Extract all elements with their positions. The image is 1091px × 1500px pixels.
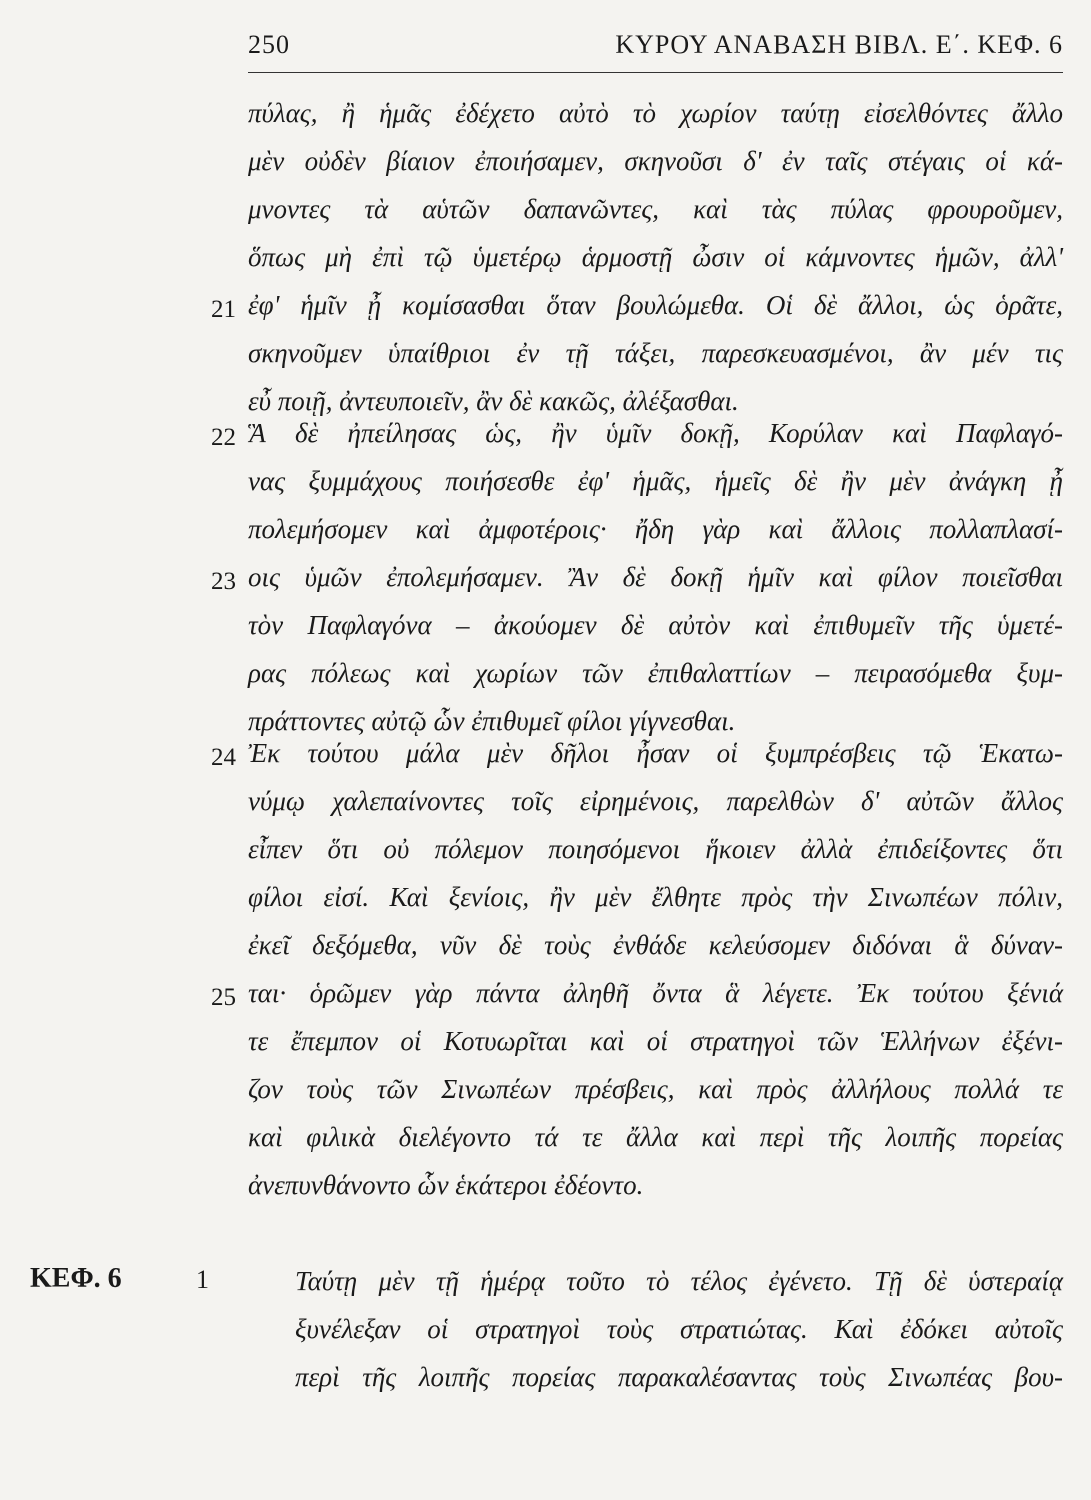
text-line: μνοντες τὰ αὑτῶν δαπανῶντες, καὶ τὰς πύλας φρουροῦμεν, [248,194,1063,224]
text-line: οις ὑμῶν ἐπολεμήσαμεν. Ἂν δὲ δοκῇ ἡμῖν καὶ φίλον ποιεῖσθαι [248,562,1063,592]
chapter-text-line: ξυνέλεξαν οἱ στρατηγοὶ τοὺς στρατιώτας. Καὶ ἐδόκει αὐτοῖς [295,1314,1063,1344]
text-line: ἐκεῖ δεξόμεθα, νῦν δὲ τοὺς ἐνθάδε κελεύσομεν διδόναι ἃ δύναν- [248,930,1063,960]
text-line: καὶ φιλικὰ διελέγοντο τά τε ἄλλα καὶ περὶ τῆς λοιπῆς πορείας [248,1122,1063,1152]
section-number: 24 [211,744,236,771]
text-line: ζον τοὺς τῶν Σινωπέων πρέσβεις, καὶ πρὸς ἀλλήλους πολλά τε [248,1074,1063,1104]
chapter-text-line: Ταύτῃ μὲν τῇ ἡμέρᾳ τοῦτο τὸ τέλος ἐγένετο. Τῇ δὲ ὑστεραίᾳ [295,1266,1063,1296]
text-line: Ἐκ τούτου μάλα μὲν δῆλοι ἦσαν οἱ ξυμπρέσβεις τῷ Ἑκατω- [248,738,1063,768]
text-line: ὅπως μὴ ἐπὶ τῷ ὑμετέρῳ ἁρμοστῇ ὦσιν οἱ κάμνοντες ἡμῶν, ἀλλ' [248,242,1063,272]
page-header [248,30,1063,73]
text-line: νας ξυμμάχους ποιήσεσθε ἐφ' ἡμᾶς, ἡμεῖς δὲ ἢν μὲν ἀνάγκη ᾖ [248,466,1063,496]
text-line: πράττοντες αὐτῷ ὧν ἐπιθυμεῖ φίλοι γίγνεσθαι. [248,706,736,736]
chapter-text-line: περὶ τῆς λοιπῆς πορείας παρακαλέσαντας τοὺς Σινωπέας βου- [295,1362,1063,1392]
text-line: εὖ ποιῇ, ἀντευποιεῖν, ἂν δὲ κακῶς, ἀλέξασθαι. [248,386,739,416]
text-line: φίλοι εἰσί. Καὶ ξενίοις, ἢν μὲν ἔλθητε πρὸς τὴν Σινωπέων πόλιν, [248,882,1063,912]
text-line: ἀνεπυνθάνοντο ὧν ἑκάτεροι ἐδέοντο. [248,1170,644,1200]
text-line: πύλας, ἢ ἡμᾶς ἐδέχετο αὐτὸ τὸ χωρίον ταύτῃ εἰσελθόντες ἄλλο [248,98,1063,128]
text-line: σκηνοῦμεν ὑπαίθριοι ἐν τῇ τάξει, παρεσκευασμένοι, ἂν μέν τις [248,338,1063,368]
text-line: τε ἔπεμπον οἱ Κοτυωρῖται καὶ οἱ στρατηγοὶ τῶν Ἑλλήνων ἐξένι- [248,1026,1063,1056]
text-line: Ἃ δὲ ἠπείλησας ὡς, ἢν ὑμῖν δοκῇ, Κορύλαν καὶ Παφλαγό- [248,418,1063,448]
text-line: ἐφ' ἡμῖν ᾖ κομίσασθαι ὅταν βουλώμεθα. Οἱ δὲ ἄλλοι, ὡς ὁρᾶτε, [248,290,1063,320]
section-number: 21 [211,296,236,323]
text-line: τὸν Παφλαγόνα – ἀκούομεν δὲ αὐτὸν καὶ ἐπιθυμεῖν τῆς ὑμετέ- [248,610,1063,640]
section-number: 23 [211,568,236,595]
text-line: πολεμήσομεν καὶ ἀμφοτέροις· ἤδη γὰρ καὶ ἄλλοις πολλαπλασί- [248,514,1063,544]
text-line: μὲν οὐδὲν βίαιον ἐποιήσαμεν, σκηνοῦσι δ' ἐν ταῖς στέγαις οἱ κά- [248,146,1063,176]
text-line: εἶπεν ὅτι οὐ πόλεμον ποιησόμενοι ἥκοιεν ἀλλὰ ἐπιδείξοντες ὅτι [248,834,1063,864]
section-number: 22 [211,424,236,451]
chapter-heading: ΚΕΦ. 6 [30,1263,122,1294]
text-line: ται· ὁρῶμεν γὰρ πάντα ἀληθῆ ὄντα ἃ λέγετε. Ἐκ τούτου ξένιά [248,978,1063,1008]
chapter-section-number: 1 [196,1265,209,1294]
section-number: 25 [211,984,236,1011]
running-title: ΚΥΡΟΥ ΑΝΑΒΑΣΗ ΒΙΒΛ. Ε΄. ΚΕΦ. 6 [615,30,1063,59]
text-line: νύμῳ χαλεπαίνοντες τοῖς εἰρημένοις, παρελθὼν δ' αὐτῶν ἄλλος [248,786,1063,816]
text-line: ρας πόλεως καὶ χωρίων τῶν ἐπιθαλαττίων – πειρασόμεθα ξυμ- [248,658,1063,688]
page-number: 250 [248,30,290,59]
